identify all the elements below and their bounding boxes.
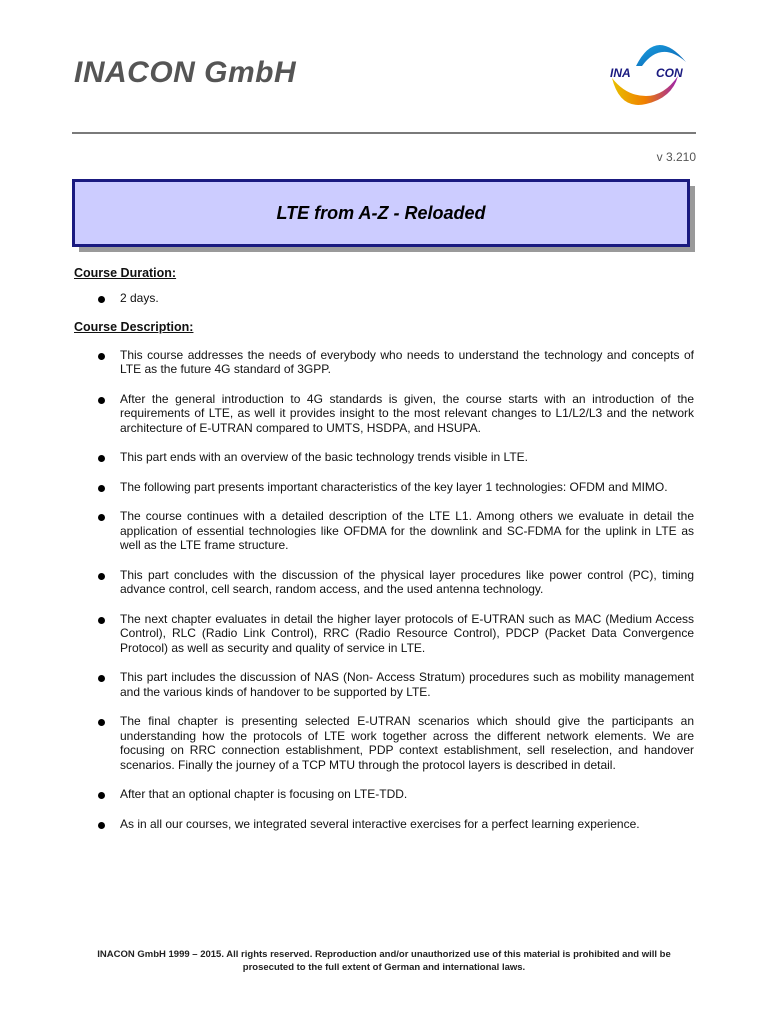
course-title: LTE from A-Z - Reloaded — [276, 202, 486, 223]
bullet-icon — [98, 296, 105, 303]
bullet-icon — [98, 822, 105, 829]
list-item-text: After the general introduction to 4G standards is given, the course starts with an introduction of the requirements of LTE, as well it provides insight to the most relevant changes to L1/L2/L3 and the network architecture of E-UTRAN compared to UMTS, HSDPA, and HSUPA. — [120, 391, 694, 435]
list-item — [74, 817, 694, 832]
bullet-icon — [98, 792, 105, 799]
list-item-text: The following part presents important characteristics of the key layer 1 technologies: OFDM and MIMO. — [120, 479, 668, 494]
version-label: v 3.210 — [656, 150, 696, 164]
list-item — [74, 612, 694, 656]
duration-heading: Course Duration: — [74, 266, 177, 280]
footer-line-2: prosecuted to the full extent of German and international laws. — [242, 962, 526, 973]
bullet-icon — [98, 617, 105, 624]
list-item — [74, 291, 694, 306]
list-item-text: As in all our courses, we integrated several interactive exercises for a perfect learning experience. — [120, 816, 640, 831]
list-item — [74, 714, 694, 772]
copyright-footer — [80, 948, 688, 974]
bullet-icon — [98, 514, 105, 521]
bullet-icon — [98, 353, 105, 360]
description-heading: Course Description: — [74, 320, 194, 334]
list-item — [74, 450, 694, 465]
list-item-text: This part includes the discussion of NAS (Non- Access Stratum) procedures such as mobility management and the various kinds of handover to be supported by LTE. — [120, 670, 694, 699]
list-item — [74, 670, 694, 699]
list-item — [74, 568, 694, 597]
course-content — [74, 266, 694, 831]
bullet-icon — [98, 455, 105, 462]
list-item-text: This part ends with an overview of the basic technology trends visible in LTE. — [120, 450, 528, 464]
list-item — [74, 480, 694, 495]
list-item-text: 2 days. — [120, 290, 159, 305]
list-item-text: The final chapter is presenting selected E-UTRAN scenarios which should give the participants an understanding how the protocols of LTE work together across the different network elements. We are focusing on RRC connection establishment, PDP context establishment, sell reselection, and handover scenarios. Finally the journey of a TCP MTU through the protocol layers is described in detail. — [120, 714, 694, 772]
list-item-text: The next chapter evaluates in detail the higher layer protocols of E-UTRAN such as MAC (Medium Access Control), RLC (Radio Link Control), RRC (Radio Resource Control), PDCP (Packet Data Convergence Protocol) as well as security and quality of service in LTE. — [120, 611, 694, 655]
footer-line-1: INACON GmbH 1999 – 2015. All rights reserved. Reproduction and/or unauthorized use of this material is prohibited and will be — [97, 949, 671, 960]
bullet-icon — [98, 397, 105, 404]
company-name: INACON GmbH — [74, 56, 297, 89]
list-item-text: After that an optional chapter is focusing on LTE-TDD. — [120, 787, 408, 801]
logo-text-left: INA — [610, 66, 631, 80]
list-item-text: This part concludes with the discussion of the physical layer procedures like power control (PC), timing advance control, cell search, random access, and the used antenna technology. — [120, 567, 694, 596]
list-item — [74, 348, 694, 377]
list-item — [74, 509, 694, 553]
title-box — [72, 179, 690, 247]
bullet-icon — [98, 573, 105, 580]
description-list — [74, 348, 694, 832]
header-divider — [72, 132, 696, 134]
list-item-text: The course continues with a detailed description of the LTE L1. Among others we evaluate in detail the application of essential technologies like OFDMA for the downlink and SC-FDMA for the uplink in LTE as well as the LTE frame structure. — [120, 509, 694, 552]
list-item — [74, 787, 694, 802]
bullet-icon — [98, 675, 105, 682]
bullet-icon — [98, 485, 105, 492]
list-item — [74, 392, 694, 436]
list-item-text: This course addresses the needs of everybody who needs to understand the technology and concepts of LTE as the future 4G standard of 3GPP. — [120, 347, 694, 376]
inacon-logo — [606, 26, 696, 112]
logo-text-right: CON — [656, 66, 683, 80]
bullet-icon — [98, 719, 105, 726]
duration-list — [74, 291, 694, 306]
